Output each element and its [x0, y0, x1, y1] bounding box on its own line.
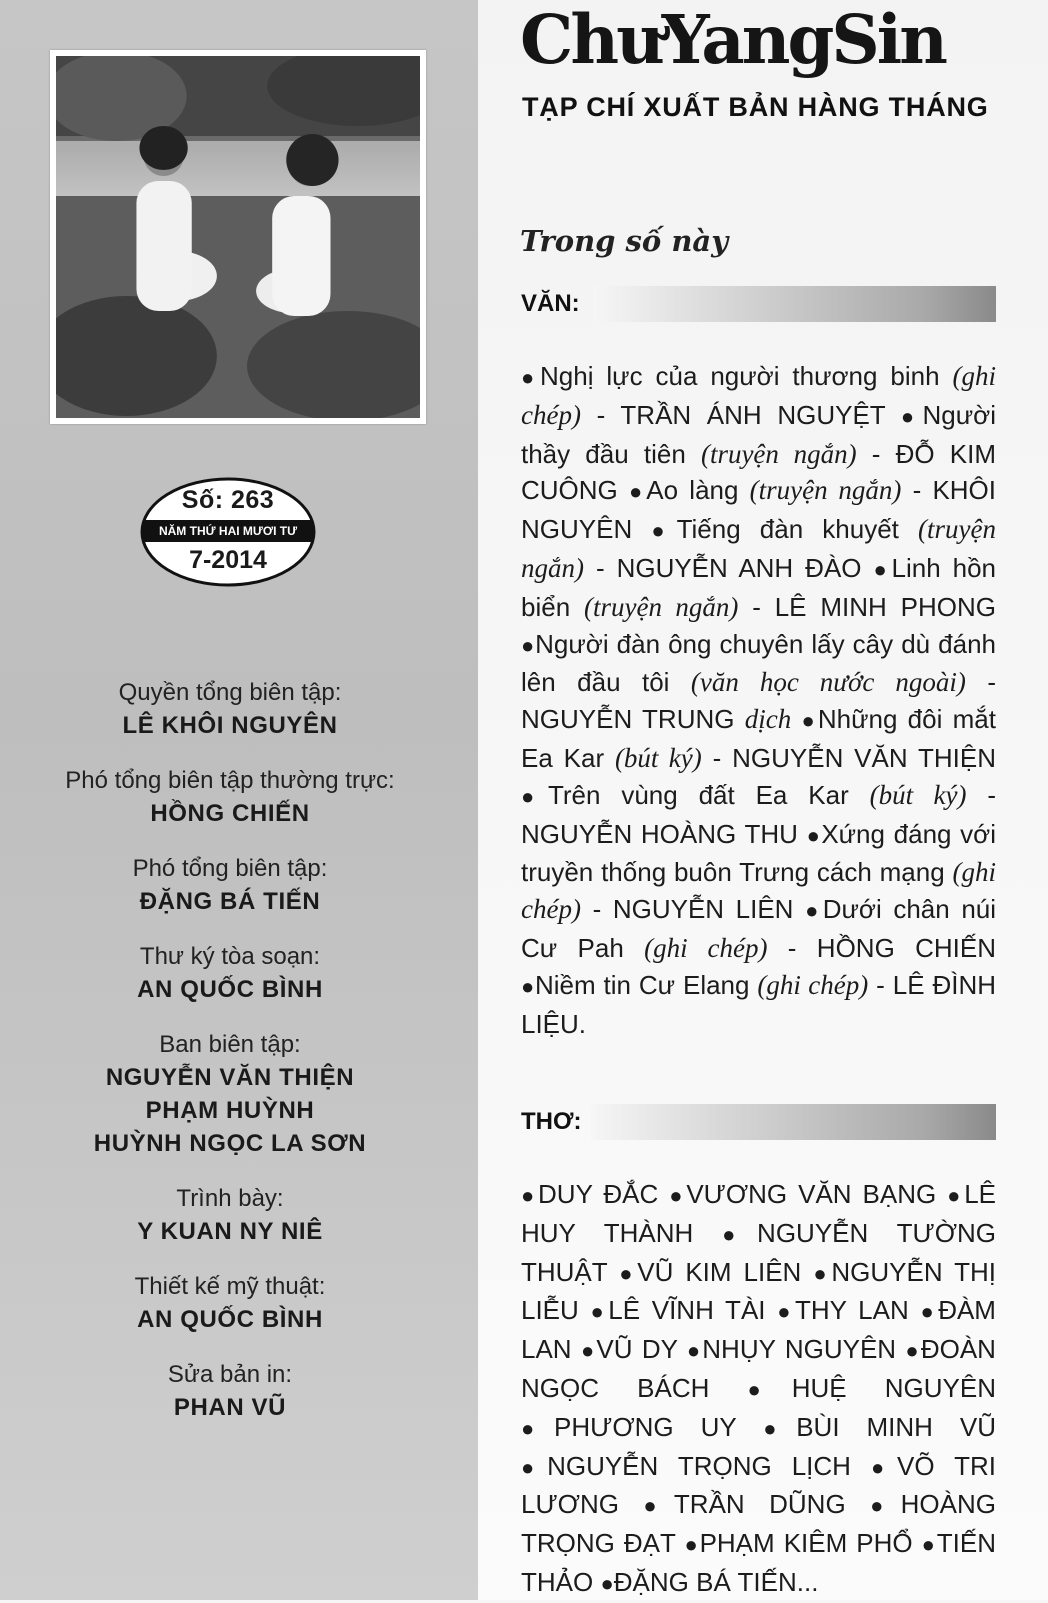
staff-role: Ban biên tập:: [159, 1031, 301, 1058]
bullet-icon: ●: [684, 1532, 700, 1558]
bullet-icon: ●: [580, 1338, 597, 1364]
entry-author: NGUYỄN HOÀNG THU: [521, 818, 798, 849]
staff-role: Phó tổng biên tập:: [132, 855, 328, 882]
entry-author: HỒNG CHIẾN: [816, 932, 997, 963]
van-entry: ●Niềm tin Cư Elang (ghi chép) - LÊ ĐÌNH LIỆU.: [521, 969, 997, 1039]
van-entry: ●Nghị lực của người thương binh (ghi chép) - TRẦN ÁNH NGUYỆT: [521, 361, 996, 430]
entry-genre: (truyện ngắn): [749, 475, 902, 506]
left-sidebar: [0, 0, 478, 1600]
entry-genre: (văn học nước ngoài): [690, 667, 966, 698]
bullet-icon: ●: [600, 1570, 614, 1596]
author-name: VŨ DY: [596, 1334, 678, 1365]
staff-name: ĐẶNG BÁ TIẾN: [139, 888, 321, 915]
author-name: VÕ TRI LƯƠNG: [521, 1450, 996, 1520]
issue-number: Số: 263: [181, 486, 275, 514]
staff-role: Sửa bản in:: [167, 1361, 293, 1388]
entry-author: LÊ ĐÌNH LIỆU.: [521, 969, 997, 1039]
staff-name: NGUYỄN VĂN THIỆN: [105, 1064, 355, 1091]
van-entry: ●Tiếng đàn khuyết (truyện ngắn) - NGUYỄN ANH ĐÀO: [521, 514, 996, 583]
bullet-icon: ●: [722, 1221, 758, 1247]
author-name: TIẾN THẢO: [521, 1528, 996, 1597]
tho-author: [619, 1257, 801, 1287]
issue-year-label: NĂM THỨ HAI MƯƠI TƯ: [158, 524, 298, 538]
staff-role: Quyền tổng biên tập:: [118, 679, 342, 706]
tho-author: [643, 1489, 845, 1519]
bullet-icon: ●: [521, 973, 535, 999]
entry-title: Người đàn ông chuyên lấy cây dù đánh lên đầu tôi: [521, 628, 996, 698]
author-name: VŨ KIM LIÊN: [637, 1256, 802, 1287]
staff-name: LÊ KHÔI NGUYÊN: [122, 712, 338, 739]
cover-photo-image: [56, 56, 420, 418]
entry-title: Những đôi mắt Ea Kar: [521, 704, 996, 773]
bullet-icon: ●: [805, 898, 823, 924]
tho-author: [669, 1179, 936, 1209]
cover-photo: [50, 50, 426, 424]
staff-name: PHẠM HUỲNH: [145, 1097, 315, 1124]
author-name: BÙI MINH VŨ: [796, 1411, 996, 1442]
van-entry: ●Trên vùng đất Ea Kar (bút ký) - NGUYỄN HOÀNG THU: [521, 779, 997, 849]
category-divider-bar: [591, 1104, 996, 1140]
staff-layout: [30, 1182, 430, 1248]
entry-genre: (ghi chép): [521, 857, 996, 925]
bullet-icon: ●: [686, 1338, 703, 1364]
author-name: HUỆ NGUYÊN: [791, 1372, 996, 1403]
entry-title: Dưới chân núi Cư Pah: [521, 894, 997, 963]
tho-author: [687, 1334, 896, 1364]
author-name: HOÀNG TRỌNG ĐẠT: [521, 1489, 996, 1559]
bullet-icon: ●: [521, 365, 540, 390]
author-name: THY LAN: [794, 1295, 909, 1326]
entry-title: Ao làng: [646, 475, 750, 506]
tho-author: [763, 1412, 996, 1442]
van-entry: ●Người đàn ông chuyên lấy cây dù đánh lên đầu tôi (văn học nước ngoài) - NGUYỄN TRUNG dịch: [521, 628, 996, 735]
tho-author: [521, 1179, 658, 1209]
entry-title: Linh hồn biển: [521, 552, 996, 622]
staff-role: Trình bày:: [176, 1185, 284, 1212]
staff-name: HUỲNH NGỌC LA SƠN: [93, 1130, 367, 1157]
category-van-label: VĂN:: [521, 290, 580, 317]
staff-name: HỒNG CHIẾN: [150, 800, 310, 827]
author-name: VƯƠNG VĂN BẠNG: [686, 1179, 937, 1209]
van-contents-text: [521, 358, 996, 1042]
bullet-icon: ●: [921, 1532, 937, 1558]
bullet-icon: ●: [669, 1183, 687, 1208]
author-name: LÊ HUY THÀNH: [521, 1179, 997, 1248]
author-name: NHỤY NGUYÊN: [702, 1334, 897, 1365]
author-name: TRẦN DŨNG: [673, 1489, 846, 1520]
tho-author: [748, 1373, 996, 1403]
bullet-icon: ●: [870, 1454, 897, 1480]
van-entry: ●Những đôi mắt Ea Kar (bút ký) - NGUYỄN VĂN THIỆN: [521, 704, 997, 773]
staff-name: Y KUAN NY NIÊ: [137, 1218, 323, 1245]
category-tho: [521, 1104, 996, 1140]
staff-name: AN QUỐC BÌNH: [137, 976, 323, 1003]
category-van: [521, 286, 996, 322]
bullet-icon: ●: [801, 708, 818, 734]
entry-genre: (ghi chép): [521, 361, 996, 430]
tho-author: [600, 1567, 818, 1597]
bullet-icon: ●: [521, 1183, 539, 1208]
tho-author: [521, 1412, 736, 1442]
tho-author: [777, 1295, 909, 1325]
bullet-icon: ●: [643, 1493, 674, 1519]
tho-author: [684, 1528, 912, 1558]
staff-editor-in-chief: [30, 676, 430, 742]
magazine-title: ChưYangSin: [520, 0, 945, 79]
staff-name: PHAN VŨ: [173, 1394, 287, 1421]
staff-role: Thư ký tòa soạn:: [139, 943, 321, 970]
magazine-subtitle: TẠP CHÍ XUẤT BẢN HÀNG THÁNG: [522, 92, 989, 122]
entry-title: Trên vùng đất Ea Kar: [547, 779, 870, 810]
entry-author: NGUYỄN VĂN THIỆN: [732, 742, 997, 773]
tho-contents-text: [521, 1176, 996, 1603]
bullet-icon: ●: [629, 479, 647, 505]
entry-author: NGUYỄN TRUNG: [521, 704, 735, 735]
bullet-icon: ●: [651, 518, 677, 544]
bullet-icon: ●: [873, 556, 892, 582]
author-name: NGUYỄN TƯỜNG THUẬT: [521, 1217, 997, 1287]
entry-title: Nghị lực của người thương binh: [540, 361, 953, 391]
van-entry: ●Người thầy đầu tiên (truyện ngắn) - ĐỖ KIM CUÔNG: [521, 399, 996, 506]
entry-title: Tiếng đàn khuyết: [676, 514, 919, 545]
entry-title: Niềm tin Cư Elang: [534, 969, 758, 1000]
entry-translator-note: dịch: [744, 704, 792, 735]
van-entry: ●Xứng đáng với truyền thống buôn Trưng cách mạng (ghi chép) - NGUYỄN LIÊN: [521, 818, 996, 925]
entry-author: LÊ MINH PHONG: [774, 591, 996, 622]
bullet-icon: ●: [947, 1183, 965, 1208]
staff-deputy-editor: [30, 852, 430, 918]
author-name: LÊ VĨNH TÀI: [608, 1295, 766, 1326]
issue-date: 7-2014: [189, 546, 267, 574]
staff-editorial-board: [30, 1028, 430, 1160]
entry-genre: (bút ký): [614, 742, 702, 773]
bullet-icon: ●: [619, 1260, 638, 1286]
bullet-icon: ●: [747, 1376, 792, 1402]
entry-title: Xứng đáng với truyền thống buôn Trưng cách mạng: [521, 818, 996, 888]
van-entry: ●Dưới chân núi Cư Pah (ghi chép) - HỒNG CHIẾN: [521, 894, 997, 963]
category-tho-label: THƠ:: [521, 1108, 582, 1135]
entry-author: NGUYỄN ANH ĐÀO: [616, 552, 862, 583]
author-name: ĐÀM LAN: [521, 1295, 996, 1365]
entry-genre: (truyện ngắn): [700, 438, 857, 469]
entry-genre: (ghi chép): [644, 932, 768, 963]
author-name: NGUYỄN TRỌNG LỊCH: [547, 1450, 851, 1481]
staff-list: [30, 676, 430, 1446]
author-name: ĐẶNG BÁ TIẾN...: [613, 1566, 819, 1597]
bullet-icon: ●: [870, 1493, 901, 1519]
van-entry: ●Linh hồn biển (truyện ngắn) - LÊ MINH PHONG: [521, 552, 996, 622]
entry-genre: (truyện ngắn): [584, 591, 739, 622]
entry-author: TRẦN ÁNH NGUYỆT: [620, 399, 886, 430]
author-name: PHƯƠNG UY: [554, 1411, 737, 1442]
staff-art-design: [30, 1270, 430, 1336]
tho-author: [581, 1334, 678, 1364]
staff-role: Phó tổng biên tập thường trực:: [65, 767, 395, 794]
entry-genre: (truyện ngắn): [521, 514, 996, 583]
staff-standing-deputy: [30, 764, 430, 830]
bullet-icon: ●: [900, 403, 923, 429]
bullet-icon: ●: [521, 1415, 555, 1441]
bullet-icon: ●: [521, 1454, 548, 1480]
bullet-icon: ●: [777, 1299, 795, 1325]
entry-author: NGUYỄN LIÊN: [612, 894, 794, 925]
tho-author: [521, 1451, 851, 1481]
bullet-icon: ●: [920, 1299, 939, 1325]
author-name: PHẠM KIÊM PHỔ: [699, 1528, 913, 1559]
staff-proofreader: [30, 1358, 430, 1424]
bullet-icon: ●: [590, 1299, 609, 1325]
entry-genre: (bút ký): [869, 779, 967, 810]
bullet-icon: ●: [763, 1415, 797, 1441]
bullet-icon: ●: [813, 1260, 832, 1286]
contents-heading: Trong số này: [520, 224, 729, 258]
author-name: NGUYỄN THỊ LIỄU: [521, 1256, 996, 1326]
entry-author: KHÔI NGUYÊN: [521, 475, 997, 545]
author-name: ĐOÀN NGỌC BÁCH: [521, 1334, 996, 1403]
category-divider-bar: [593, 286, 996, 322]
entry-genre: (ghi chép): [757, 969, 869, 1000]
bullet-icon: ●: [521, 783, 548, 809]
issue-badge: [139, 476, 317, 588]
author-name: DUY ĐẮC: [538, 1179, 659, 1209]
entry-author: ĐỖ KIM CUÔNG: [521, 438, 996, 506]
bullet-icon: ●: [905, 1338, 921, 1364]
bullet-icon: ●: [521, 632, 536, 658]
tho-author: [591, 1295, 766, 1325]
staff-name: AN QUỐC BÌNH: [137, 1306, 323, 1333]
bullet-icon: ●: [806, 822, 822, 848]
van-entry: ●Ao làng (truyện ngắn) - KHÔI NGUYÊN: [521, 475, 997, 545]
staff-role: Thiết kế mỹ thuật:: [134, 1273, 326, 1300]
staff-secretary: [30, 940, 430, 1006]
entry-title: Người thầy đầu tiên: [521, 399, 996, 469]
